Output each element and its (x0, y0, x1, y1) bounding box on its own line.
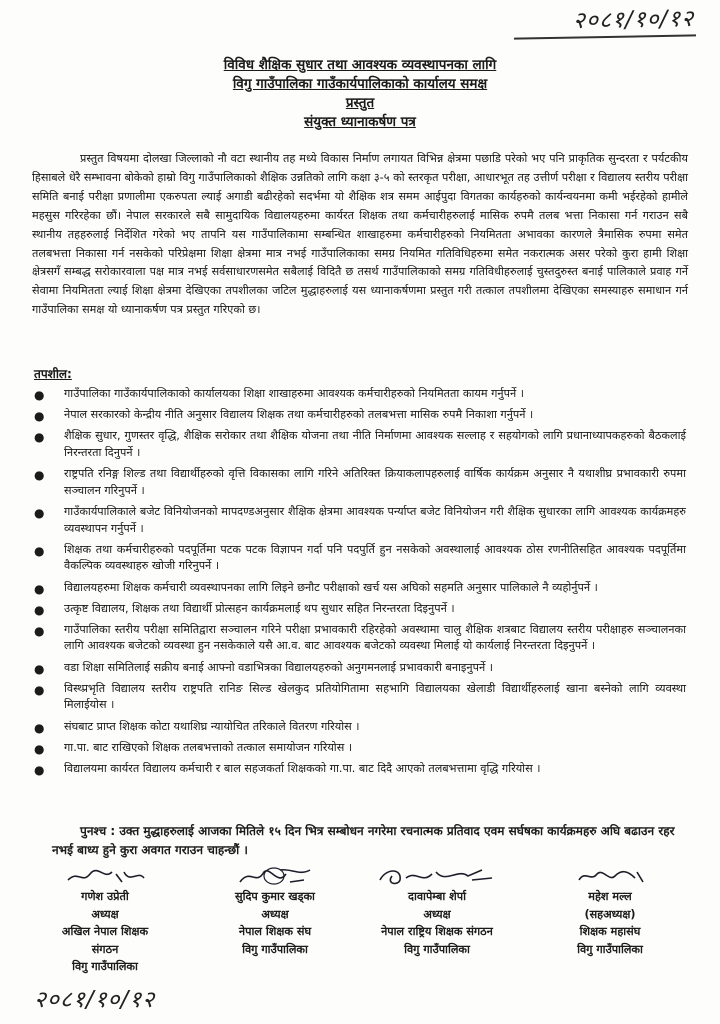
list-item-text: गाउँकार्यपालिकाले बजेट विनियोजनको मापदण्डअनुसार शैक्षिक क्षेत्रमा आवश्यक पर्न्याप्त बजेट विनियोजन गरी शैक्षिक सुधारका लागि आवश्यक कार्यक्रमहरु व्यवस्थापन गर्नुपर्ने । (64, 504, 686, 535)
bullet-icon: ● (34, 430, 45, 445)
list-item (30, 761, 686, 778)
signatory-2 (200, 866, 350, 958)
list-item-text: गा.पा. बाट राखिएको शिक्षक तलबभत्ताको तत्काल समायोजन गरियोस । (64, 740, 353, 754)
bullet-icon: ● (34, 763, 45, 777)
list-item (30, 407, 686, 424)
bullet-icon: ● (34, 409, 45, 424)
signatory-3 (352, 866, 522, 958)
bullet-icon: ● (34, 388, 45, 402)
signatory-4-title: (सहअध्यक्ष) (584, 907, 636, 921)
letter-heading (0, 56, 720, 132)
bullet-icon: ● (34, 505, 45, 520)
list-item-text: गाउँपालिका स्तरीय परीक्षा समितिद्वारा सञ्चालन गरिने परीक्षा प्रभावकारी रहिरहेको अवस्थामा चालु शैक्षिक शत्रबाट विद्यालय स्तरीय परीक्षाहरु सञ्चालनका लागि आवश्यक बजेटको व्यवस्था हुन नसकेकाले यसै आ.व. बाट आवश्यक बजेटको व्यवस्था मिलाई यो कार्यलाई निरन्तरता दिइनुपर्ने । (64, 622, 686, 653)
bullet-icon: ● (34, 682, 45, 697)
list-item (30, 660, 686, 677)
list-item-text: विस्थ्प्रभृति विद्यालय स्तरीय राष्ट्रपति रानिङ सिल्ड खेलकुद प्रतियोगितामा सहभागि विद्यालयका खेलाडी विद्यार्थीहरुलाई खाना बस्नेको लागि व्यवस्था मिलाईयोस । (64, 681, 686, 712)
signatory-3-name: दावापेम्बा शेर्पा (408, 890, 466, 903)
signatory-2-org: नेपाल शिक्षक संघ (238, 925, 312, 939)
intro-paragraph: प्रस्तुत विषयमा दोलखा जिल्लाको नौ वटा स्थानीय तह मध्ये विकास निर्माण लगायत विभिन्न क्षेत्रमा पछाडि परेको भए पनि प्राकृतिक सुन्दरता र पर्यटकीय हिसाबले धेरै सम्भावना बोकेको हाम्रो विगु गाउँपालिकाको शैक्षिक उन्नतिको लागि कक्षा ३-५ को स्तरकृत परीक्षा, आधारभूत तह उत्तीर्ण परीक्षा र विद्यालय स्तरीय परीक्षा समिति बनाई परीक्षा प्रणालीमा एकरुपता ल्याई अगाडी बढीरहेको सदर्भमा यो शैक्षिक शत्र समम आईपुदा विगतका कार्यहरुको कार्यन्वयनमा कमी भईरहेको हामीले महसुस गरिरहेका छौं। नेपाल सरकारले सबै सामुदायिक विद्यालयहरुमा कार्यरत शिक्षक तथा कर्मचारीहरुलाई मासिक रुपमै तलब भत्ता निकासा गर्न गराउन सबै स्थानीय तहहरुलाई निर्देशित गरेको भए तापनि यस गाउँपालिकामा सम्बन्धित शाखाहरुमा कर्मचारीहरुको नियमितता अभावका कारणले त्रैमासिक रुपमा समेत तलबभत्ता निकासा गर्न नसकेको परिप्रेक्षमा शिक्षा क्षेत्रमा मात्र नभई गाउँपालिकाका समग्र नियमित गतिविधिहरुमा समेत नकरात्मक असर परेको कुरा हामी शिक्षा क्षेत्रसगँ सम्बद्ध सरोकारवाला पक्ष मात्र नभई सर्वसाधारणसमेत सबैलाई विदितै छ तसर्थ गाउँपालिकाको समग्र गतिविधीहरुलाई चुस्तदुरुस्त बनाई पालिकाले प्रवाह गर्ने सेवामा नियमितता ल्याई शिक्षा क्षेत्रमा देखिएका तपशीलका जटिल मुद्धाहरुलाई यस ध्यानाकर्षणमा प्रस्तुत गरी तत्काल तपशीलमा देखिएका समस्याहरु समाधान गर्न गाउँपालिका समक्ष यो ध्यानाकर्षण पत्र प्रस्तुत गरिएको छ। (32, 152, 688, 317)
list-item (30, 466, 686, 499)
handwritten-date-top: २०८१/१०/१२ (572, 5, 695, 35)
list-item-text: विद्यालयमा कार्यरत विद्यालय कर्मचारी र बाल सहजकर्ता शिक्षकको गा.पा. बाट दिदै आएको तलबभत्तामा वृद्धि गरियोस । (64, 762, 541, 775)
closing-paragraph: पुनश्च : उक्त मुद्धाहरुलाई आजका मितिले १५ दिन भित्र सम्बोधन नगरेमा रचनात्मक प्रतिवाद एवम सर्घषका कार्यक्रमहरु अघि बढाउन रहर नभई बाध्य हुने कुरा अवगत गराउन चाहन्छौं । (52, 824, 675, 857)
bullet-icon: ● (34, 543, 45, 558)
bullet-icon: ● (34, 661, 45, 676)
signatory-1 (30, 866, 180, 976)
list-item-text: शैक्षिक सुधार, गुणस्तर वृद्धि, शैक्षिक सरोकार तथा शैक्षिक योजना तथा नीति निर्माणमा आवश्यक सल्लाह र सहयोगको लागि प्रधानाध्यापकहरुको बैठकलाई निरन्तरता दिनुपर्ने । (64, 429, 686, 459)
list-item (30, 601, 686, 618)
signatory-3-org: नेपाल राष्ट्रिय शिक्षक संगठन (381, 925, 493, 939)
handwritten-date-bottom: २०८१/१०/१२ (34, 987, 156, 1013)
signatory-1-org: अखिल नेपाल शिक्षक (61, 925, 149, 939)
list-item (30, 740, 686, 757)
signature-1-icon (60, 866, 150, 888)
list-item-text: विद्यालयहरुमा शिक्षक कर्मचारी व्यवस्थापनका लागि लिइने छनौट परीक्षाको खर्च यस अघिको सहमति अनुसार पालिकाले नै व्यहोर्नुपर्ने । (64, 580, 598, 594)
list-item (30, 580, 686, 597)
signatory-4-org: शिक्षक महासंघ (579, 925, 641, 939)
heading-line-4: संयुक्त ध्यानाकर्षण पत्र (304, 114, 416, 130)
bullet-icon: ● (34, 602, 45, 617)
bullet-icon: ● (34, 720, 45, 735)
signatory-4-org-2: विगु गाउँपालिका (577, 942, 643, 956)
list-item-text: वडा शिक्षा समितिलाई सक्रीय बनाई आफ्नो वडाभित्रका विद्यालयहरुको अनुगमनलाई प्रभावकारी बनाइनुपर्ने । (64, 660, 493, 674)
signatory-1-org-2: संगठन (91, 942, 119, 956)
list-item-text: संघबाट प्राप्त शिक्षक कोटा यथाशिघ्र न्यायोचित तरिकाले वितरण गरियोस । (64, 719, 360, 733)
signatory-1-org-3: विगु गाउँपालिका (72, 960, 138, 974)
bullet-icon: ● (34, 581, 45, 596)
signatory-3-org-2: विगु गाउँपालिका (404, 942, 470, 956)
signature-3-icon (372, 866, 502, 888)
bullet-icon: ● (34, 741, 45, 756)
list-item (30, 622, 686, 655)
signature-2-icon (230, 866, 320, 888)
list-item (30, 719, 686, 736)
heading-line-2: विगु गाउँपालिका गाउँकार्यपालिकाको कार्यालय समक्ष (232, 76, 488, 92)
list-item (30, 681, 686, 714)
list-item-text: राष्ट्रपति रनिङ्ग शिल्ड तथा विद्यार्थीहरुको वृत्ति विकासका लागि गरिने अतिरिक्त क्रियाकलापहरुलाई वार्षिक कार्यक्रम अनुसार नै यथाशीघ्र प्रभावकारी रुपमा सञ्चालन गरिनुपर्ने । (64, 467, 686, 497)
signatory-1-name: गणेश उप्रेती (81, 890, 129, 903)
signatory-4-name: महेश मल्ल (588, 890, 632, 903)
signatory-2-name: सुदिप कुमार खड्का (235, 890, 315, 903)
list-item (30, 504, 686, 537)
signatory-1-title: अध्यक्ष (91, 907, 119, 921)
signature-4-icon (565, 866, 655, 888)
list-item-text: उत्कृष्ट विद्यालय, शिक्षक तथा विद्यार्थी प्रोत्सहन कार्यक्रमलाई थप सुधार सहित निरन्तरता दिइनुपर्ने । (64, 601, 455, 615)
signatory-2-title: अध्यक्ष (261, 907, 289, 921)
details-label: तपशील: (34, 367, 72, 381)
list-item-text: गाउँपालिका गाउँकार्यपालिकाको कार्यालयका शिक्षा शाखाहरुमा आवश्यक कर्मचारीहरुको नियमितता कायम गर्नुपर्ने । (64, 387, 524, 400)
demands-list (30, 386, 686, 782)
signatory-2-org-2: विगु गाउँपालिका (242, 942, 308, 956)
list-item-text: नेपाल सरकारको केन्द्रीय नीति अनुसार विद्यालय शिक्षक तथा कर्मचारीहरुको तलबभत्ता मासिक रुपमै निकाशा गर्नुपर्ने । (64, 408, 534, 422)
signatory-4 (530, 866, 690, 958)
handwritten-date-underline (514, 34, 696, 39)
list-item-text: शिक्षक तथा कर्मचारीहरुको पदपूर्तिमा पटक पटक विज्ञापन गर्दा पनि पदपुर्ति हुन नसकेको अवस्थालाई आवश्यक ठोस रणनीतिसहित आवश्यक पदपूर्तिमा वैकल्पिक व्यवस्थाहरु खोजी गरिनुपर्ने । (64, 542, 686, 573)
bullet-icon: ● (34, 468, 45, 483)
list-item (30, 542, 686, 575)
signatory-3-title: अध्यक्ष (423, 907, 451, 921)
heading-line-3: प्रस्तुत (345, 95, 375, 111)
list-item (30, 428, 686, 461)
list-item (30, 386, 686, 403)
bullet-icon: ● (34, 623, 45, 638)
heading-line-1: विविध शैक्षिक सुधार तथा आवश्यक व्यवस्थापनका लागि (223, 57, 497, 73)
